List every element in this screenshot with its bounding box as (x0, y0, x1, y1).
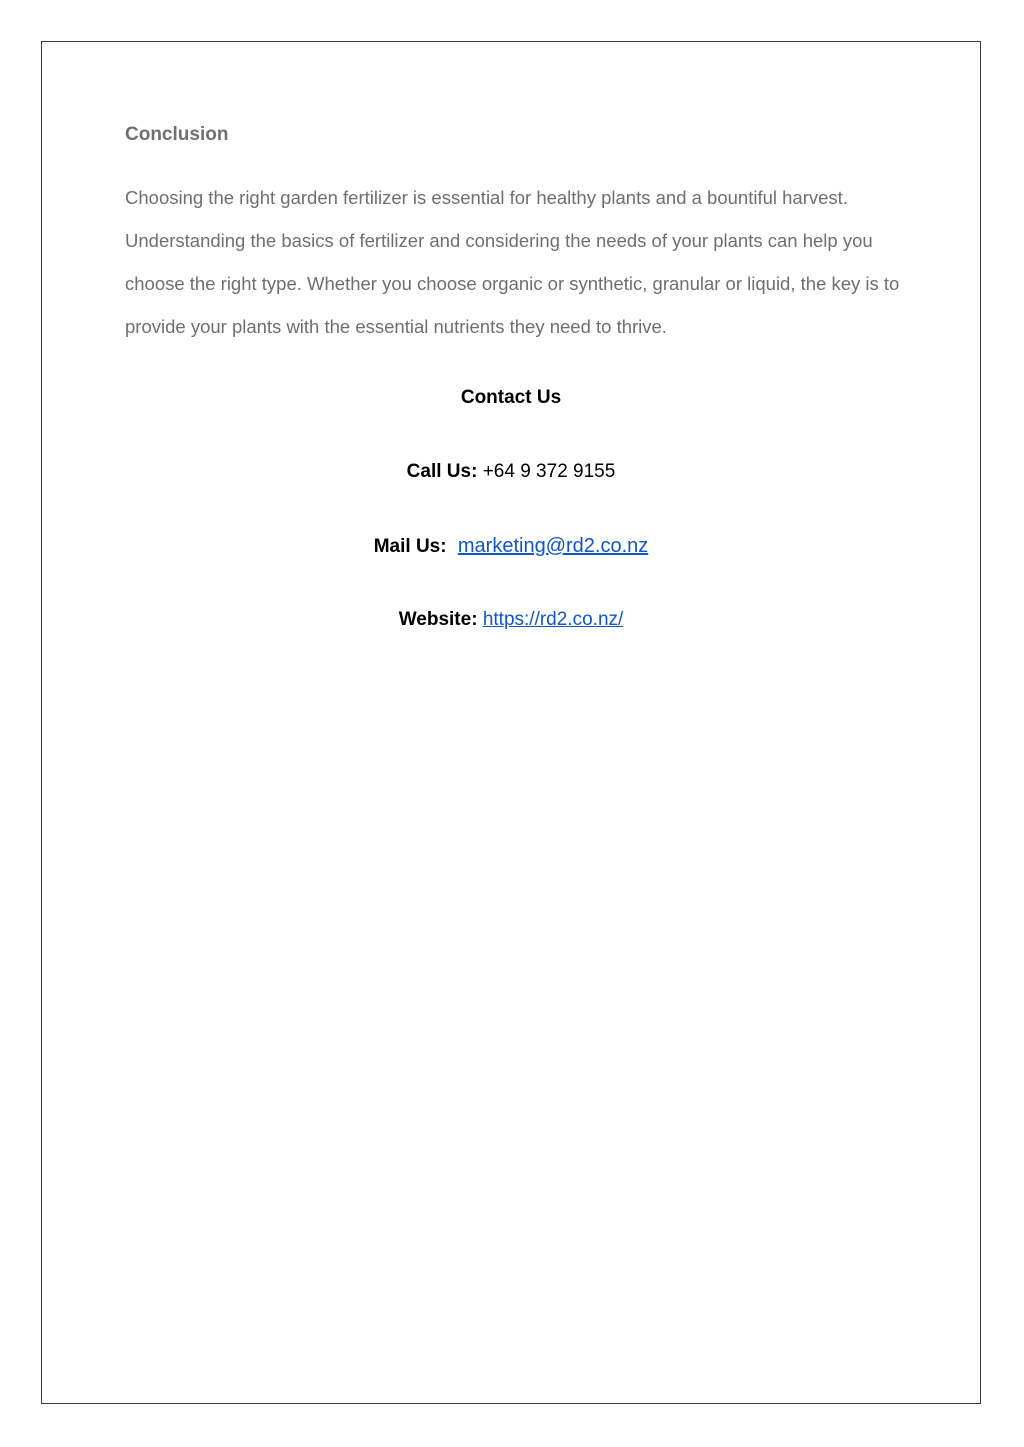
document-page (41, 41, 981, 1404)
contact-us-heading: Contact Us (460, 387, 562, 408)
website-link[interactable]: https://rd2.co.nz/ (482, 609, 624, 630)
mail-us-line (42, 535, 980, 558)
email-link[interactable]: marketing@rd2.co.nz (457, 535, 649, 557)
conclusion-heading: Conclusion (125, 124, 229, 145)
website-label: Website: (398, 609, 478, 630)
call-us-label: Call Us: (406, 461, 478, 482)
website-line (42, 609, 980, 631)
mail-us-label: Mail Us: (373, 536, 447, 557)
call-us-line (42, 461, 980, 483)
phone-number: +64 9 372 9155 (482, 461, 616, 482)
conclusion-paragraph: Choosing the right garden fertilizer is essential for healthy plants and a bountiful harvest. Understanding the basics of fertilizer and considering the needs of your plants can help you choose the right type. Whether you choose organic or synthetic, granular or liquid, the key is to provide your plants with the essential nutrients they need to thrive. (125, 187, 900, 337)
